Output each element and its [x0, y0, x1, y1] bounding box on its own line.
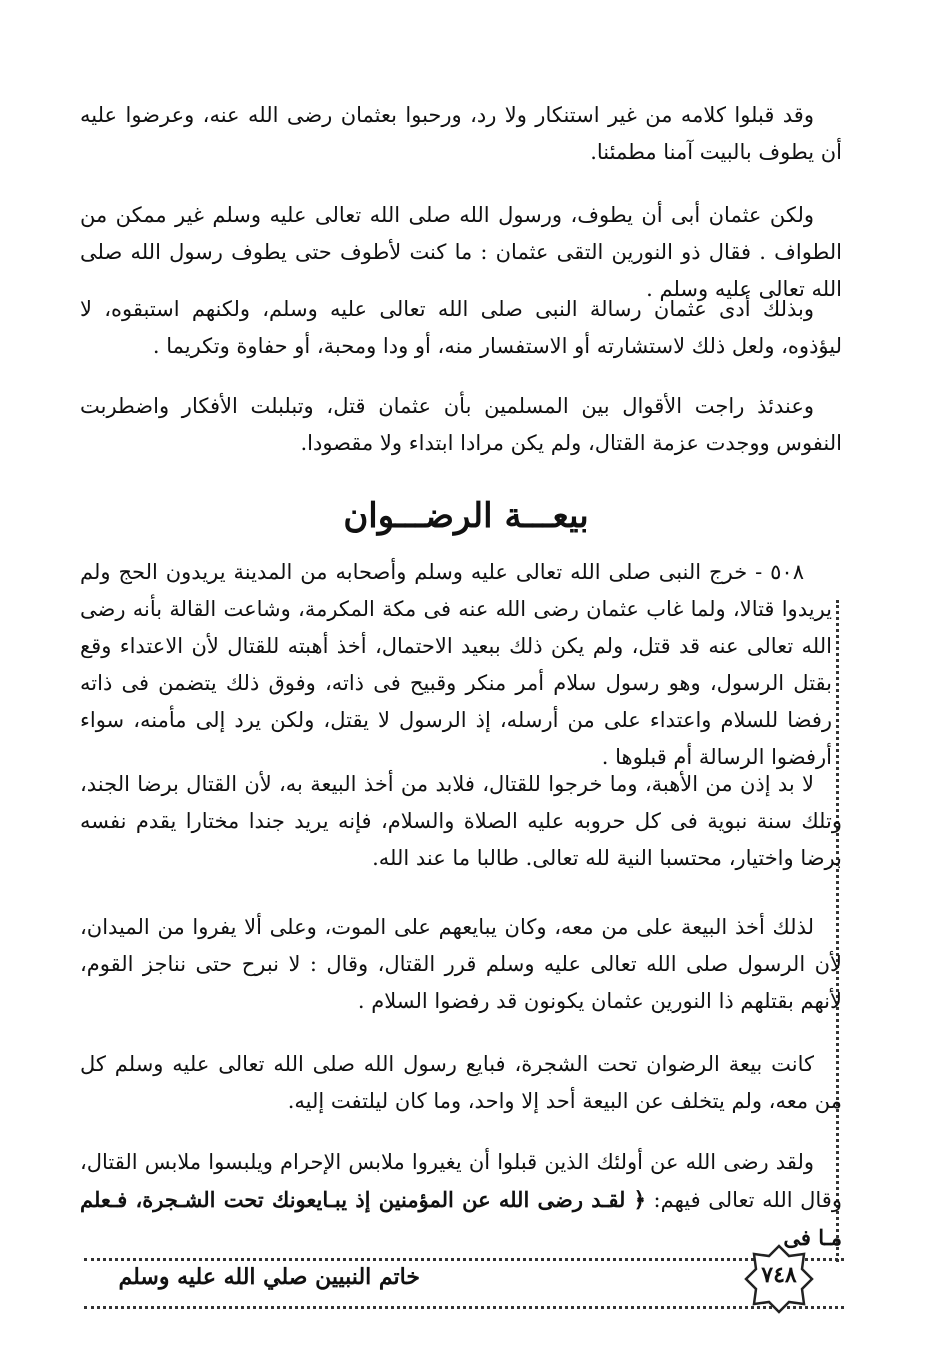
running-footer-title: خاتم النبيين صلي الله عليه وسلم: [118, 1264, 420, 1290]
paragraph-text: لا بد إذن من الأهبة، وما خرجوا للقتال، فلابد من أخذ البيعة به، لأن القتال برضا الجند، وتلك سنة نبوية فى كل حروبه عليه الصلاة والسلام، فإنه يريد جندا مختارا يقدم نفسه برضا واختيار، محتسبا النية لله تعالى. طالبا ما عند الله.: [80, 772, 842, 870]
page-number: ٧٤٨: [761, 1262, 797, 1288]
paragraph-text: ٥٠٨ - خرج النبى صلى الله تعالى عليه وسلم وأصحابه من المدينة يريدون الحج ولم يريدوا قتالا، ولما غاب عثمان رضى الله عنه فى مكة المكرمة، وشاعت القالة بأنه رضى الله تعالى عنه قد قتل، ولم يكن ذلك ببعيد الاحتمال، أخذ أهبته للقتال لأن الاعتداء وقع بقتل الرسول، وهو رسول سلام أمر منكر وقبيح فى ذاته، وفوق ذلك يتضمن فى ذاته رفضا للسلام واعتداء على من أرسله، إذ الرسول لا يقتل، ولكن يرد إلى مأمنه، سواء أرفضوا الرسالة أم قبلوها .: [80, 560, 832, 769]
paragraph: [80, 766, 842, 877]
paragraph-text: وقد قبلوا كلامه من غير استنكار ولا رد، ورحبوا بعثمان رضى الله عنه، وعرضوا عليه أن يطوف بالبيت آمنا مطمئنا.: [80, 103, 842, 164]
footer-divider-bottom: [84, 1306, 844, 1309]
paragraph: [80, 1144, 842, 1257]
paragraph: [80, 291, 842, 365]
paragraph-text: وعندئذ راجت الأقوال بين المسلمين بأن عثمان قتل، وتبلبلت الأفكار واضطربت النفوس ووجدت عزمة القتال، ولم يكن مرادا ابتداء ولا مقصودا.: [80, 394, 842, 455]
paragraph: [80, 909, 842, 1020]
paragraph: [80, 554, 832, 776]
paragraph: [80, 1046, 842, 1120]
paragraph-text-plain: ولقد رضى الله عن أولئك الذين قبلوا أن يغيروا ملابس الإحرام ويلبسوا ملابس القتال، وقال الله تعالى فيهم:: [80, 1150, 842, 1212]
paragraph-text: لذلك أخذ البيعة على من معه، وكان يبايعهم على الموت، وعلى ألا يفروا من الميدان، لأن الرسول صلى الله تعالى عليه وسلم قرر القتال، وقال : لا نبرح حتى نناجز القوم، لأنهم بقتلهم ذا النورين عثمان يكونون قد رفضوا السلام .: [80, 915, 842, 1013]
paragraph: [80, 388, 842, 462]
paragraph-text: وبذلك أدى عثمان رسالة النبى صلى الله تعالى عليه وسلم، ولكنهم استبقوه، لا ليؤذوه، ولعل ذلك لاستشارته أو الاستفسار منه، أو ودا ومحبة، أو حفاوة وتكريما .: [80, 297, 842, 358]
section-heading: بيعـــة الرضـــوان: [343, 496, 589, 536]
footer-divider-top: [84, 1258, 844, 1261]
paragraph-text: ولكن عثمان أبى أن يطوف، ورسول الله صلى الله تعالى عليه وسلم غير ممكن من الطواف . فقال ذو النورين التقى عثمان : ما كنت لأطوف حتى يطوف رسول الله صلى الله تعالى عليه وسلم .: [80, 203, 842, 301]
paragraph-text: [80, 1144, 842, 1257]
quran-verse: ﴿ لقـد رضى الله عن المؤمنين إذ يبـايعونك تحت الشـجرة، فـعلم مـا فى: [80, 1187, 842, 1250]
paragraph-text: كانت بيعة الرضوان تحت الشجرة، فبايع رسول الله صلى الله تعالى عليه وسلم كل من معه، ولم يتخلف عن البيعة أحد إلا واحد، وما كان ليلتفت إليه.: [80, 1052, 842, 1113]
paragraph: [80, 97, 842, 171]
